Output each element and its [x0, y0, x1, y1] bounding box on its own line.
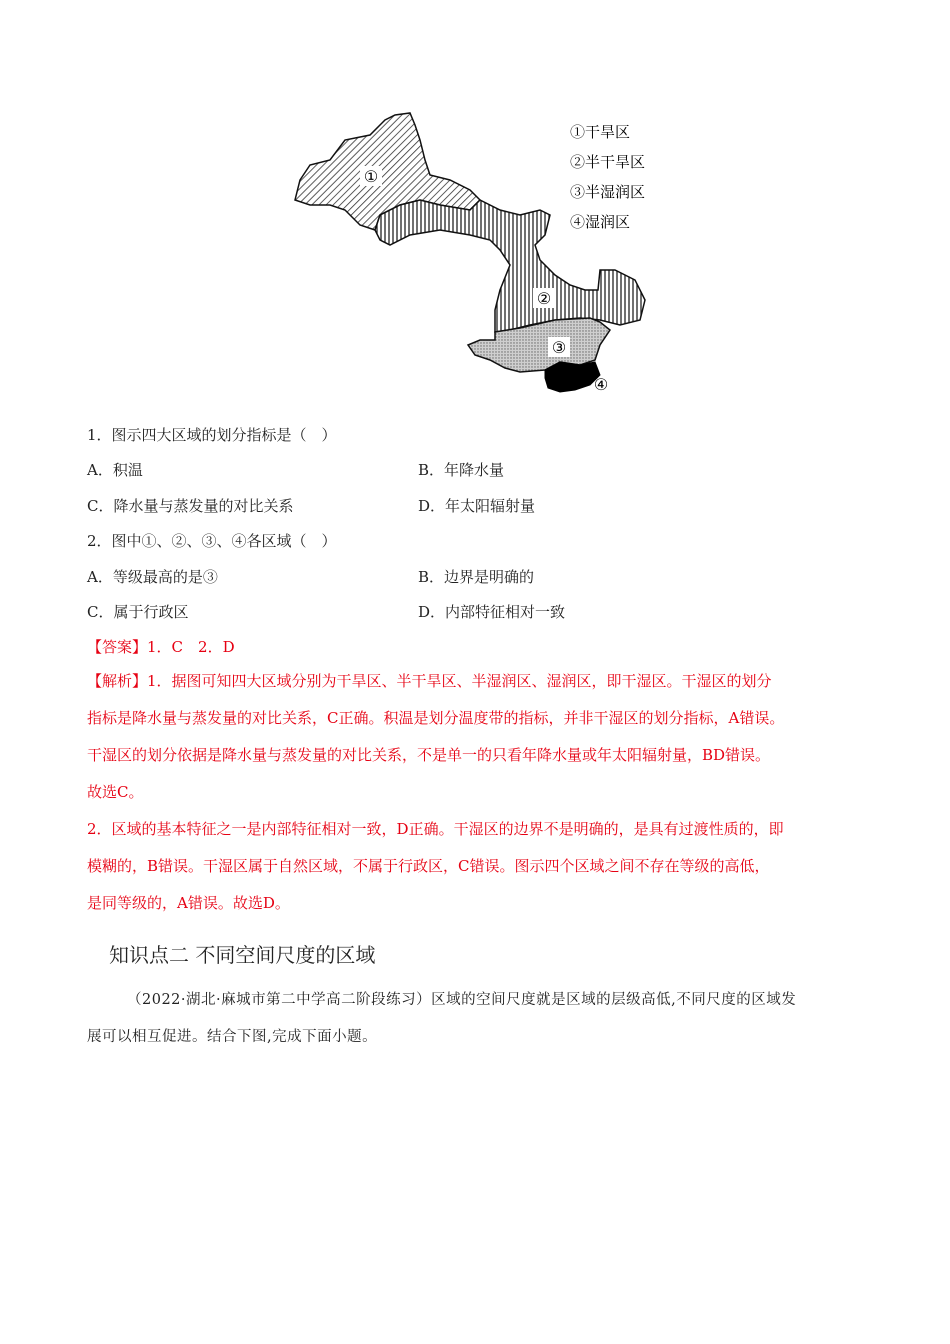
intro-line: 展可以相互促进。结合下图,完成下面小题。 [87, 1029, 378, 1045]
analysis-line: 模糊的，B错误。干湿区属于自然区域，不属于行政区，C错误。图示四个区域之间不存在等级的高低， [87, 857, 770, 875]
legend-item: ③半湿润区 [570, 183, 646, 201]
q1-option-c: C．降水量与蒸发量的对比关系 [87, 497, 294, 515]
q1-option-a: A．积温 [87, 461, 143, 479]
question-2-stem: 2．图中①、②、③、④各区域（ ） [87, 532, 337, 550]
analysis-line: 【解析】1．据图可知四大区域分别为干旱区、半干旱区、半湿润区、湿润区，即干湿区。干湿区的划分 [87, 672, 772, 690]
analysis-line: 故选C。 [87, 783, 144, 801]
map-legend [570, 123, 645, 231]
dry-wet-zone-map [0, 0, 950, 420]
intro-paragraph [87, 982, 887, 1056]
q1-option-d: D．年太阳辐射量 [418, 497, 536, 515]
q2-option-c: C．属于行政区 [87, 603, 189, 621]
analysis-part-1 [87, 663, 887, 811]
analysis-part-2 [87, 811, 887, 922]
q2-option-d: D．内部特征相对一致 [418, 603, 566, 621]
analysis-line: 是同等级的，A错误。故选D。 [87, 894, 290, 912]
label-r1: ① [363, 167, 379, 186]
q2-option-b: B．边界是明确的 [418, 568, 535, 586]
analysis-line: 干湿区的划分依据是降水量与蒸发量的对比关系，不是单一的只看年降水量或年太阳辐射量，BD错误。 [87, 746, 771, 764]
intro-line: （2022·湖北·麻城市第二中学高二阶段练习）区域的空间尺度就是区域的层级高低,不同尺度的区域发 [127, 992, 797, 1008]
legend-item: ④湿润区 [570, 213, 631, 231]
q2-option-a: A．等级最高的是③ [87, 568, 218, 586]
analysis-line: 2．区域的基本特征之一是内部特征相对一致，D正确。干湿区的边界不是明确的，是具有过渡性质的，即 [87, 820, 784, 838]
legend-item: ①干旱区 [570, 123, 631, 141]
region-humid [545, 362, 600, 392]
section-title: 知识点二 不同空间尺度的区域 [109, 943, 376, 967]
label-r2: ② [536, 289, 552, 308]
legend-item: ②半干旱区 [570, 153, 646, 171]
question-1-stem: 1．图示四大区域的划分指标是（ ） [87, 426, 337, 444]
answer: 【答案】1．C 2．D [87, 638, 235, 656]
q1-option-b: B．年降水量 [418, 461, 505, 479]
analysis-line: 指标是降水量与蒸发量的对比关系，C正确。积温是划分温度带的指标，并非干湿区的划分指标，A错误。 [87, 709, 785, 727]
label-r4: ④ [593, 375, 609, 394]
label-r3: ③ [551, 338, 567, 357]
